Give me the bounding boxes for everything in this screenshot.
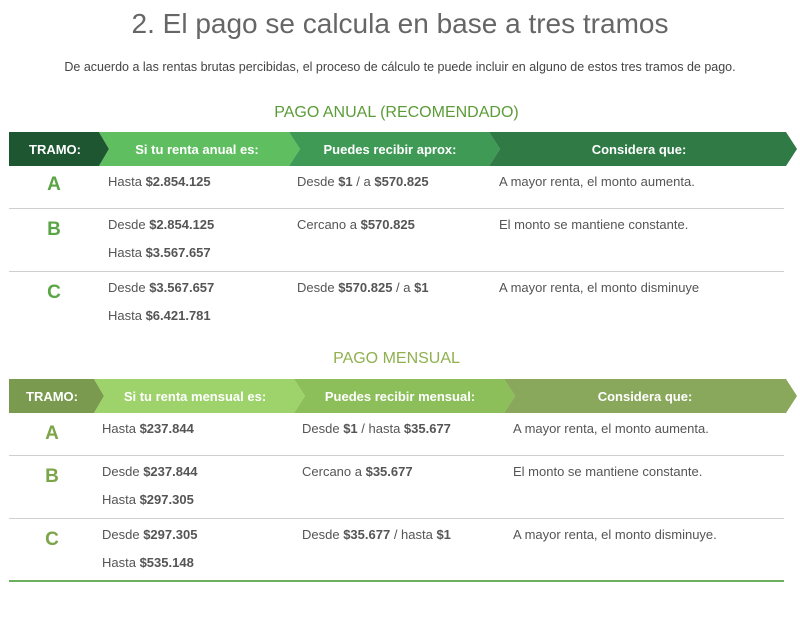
tramo-letter: A <box>45 423 59 444</box>
tramo-letter: C <box>45 529 59 550</box>
renta-cell: Desde $297.305 Hasta $535.148 <box>102 527 198 570</box>
renta-cell: Desde $3.567.657 Hasta $6.421.781 <box>108 280 215 323</box>
recibir-cell: Cercano a $35.677 <box>302 464 413 479</box>
bottom-divider <box>9 580 784 582</box>
header-label-renta: Si tu renta anual es: <box>135 142 259 157</box>
header-label-considera: Considera que: <box>591 142 687 157</box>
considera-cell: El monto se mantiene constante. <box>499 217 689 232</box>
header-bar-mensual <box>9 379 800 413</box>
header-bar-anual <box>9 132 800 166</box>
intro-text: De acuerdo a las rentas brutas percibidas, el proceso de cálculo te puede incluir en alguno de estos tres tramos de pago. <box>64 60 736 74</box>
table-row <box>9 166 784 209</box>
table-row <box>9 413 784 456</box>
considera-cell: A mayor renta, el monto aumenta. <box>513 421 709 436</box>
recibir-cell: Desde $35.677 / hasta $1 <box>302 527 451 542</box>
considera-cell: El monto se mantiene constante. <box>513 464 703 479</box>
section-title-mensual: PAGO MENSUAL <box>333 350 460 367</box>
table-row <box>9 518 784 580</box>
header-label-renta: Si tu renta mensual es: <box>123 389 267 404</box>
header-label-tramo: TRAMO: <box>26 389 78 404</box>
table-row <box>9 455 784 519</box>
renta-cell: Desde $237.844 Hasta $297.305 <box>102 464 198 507</box>
recibir-cell: Desde $1 / a $570.825 <box>297 174 429 189</box>
section-title-anual: PAGO ANUAL (RECOMENDADO) <box>274 104 519 121</box>
renta-cell: Hasta $237.844 <box>102 421 194 436</box>
table-row <box>9 271 784 334</box>
header-label-recibir: Puedes recibir mensual: <box>324 389 476 404</box>
recibir-cell: Desde $570.825 / a $1 <box>297 280 429 295</box>
considera-cell: A mayor renta, el monto disminuye <box>499 280 700 295</box>
tramo-letter: B <box>45 466 59 487</box>
recibir-cell: Cercano a $570.825 <box>297 217 415 232</box>
table-row <box>9 208 784 272</box>
considera-cell: A mayor renta, el monto aumenta. <box>499 174 695 189</box>
header-label-considera: Considera que: <box>597 389 693 404</box>
renta-cell: Desde $2.854.125 Hasta $3.567.657 <box>108 217 215 260</box>
tramo-letter: B <box>47 219 61 240</box>
renta-cell: Hasta $2.854.125 <box>108 174 211 189</box>
header-label-tramo: TRAMO: <box>29 142 81 157</box>
recibir-cell: Desde $1 / hasta $35.677 <box>302 421 451 436</box>
page-title: 2. El pago se calcula en base a tres tramos <box>131 8 669 39</box>
tramo-letter: C <box>47 282 61 303</box>
tramo-letter: A <box>47 174 61 195</box>
header-label-recibir: Puedes recibir aprox: <box>323 142 457 157</box>
considera-cell: A mayor renta, el monto disminuye. <box>513 527 717 542</box>
